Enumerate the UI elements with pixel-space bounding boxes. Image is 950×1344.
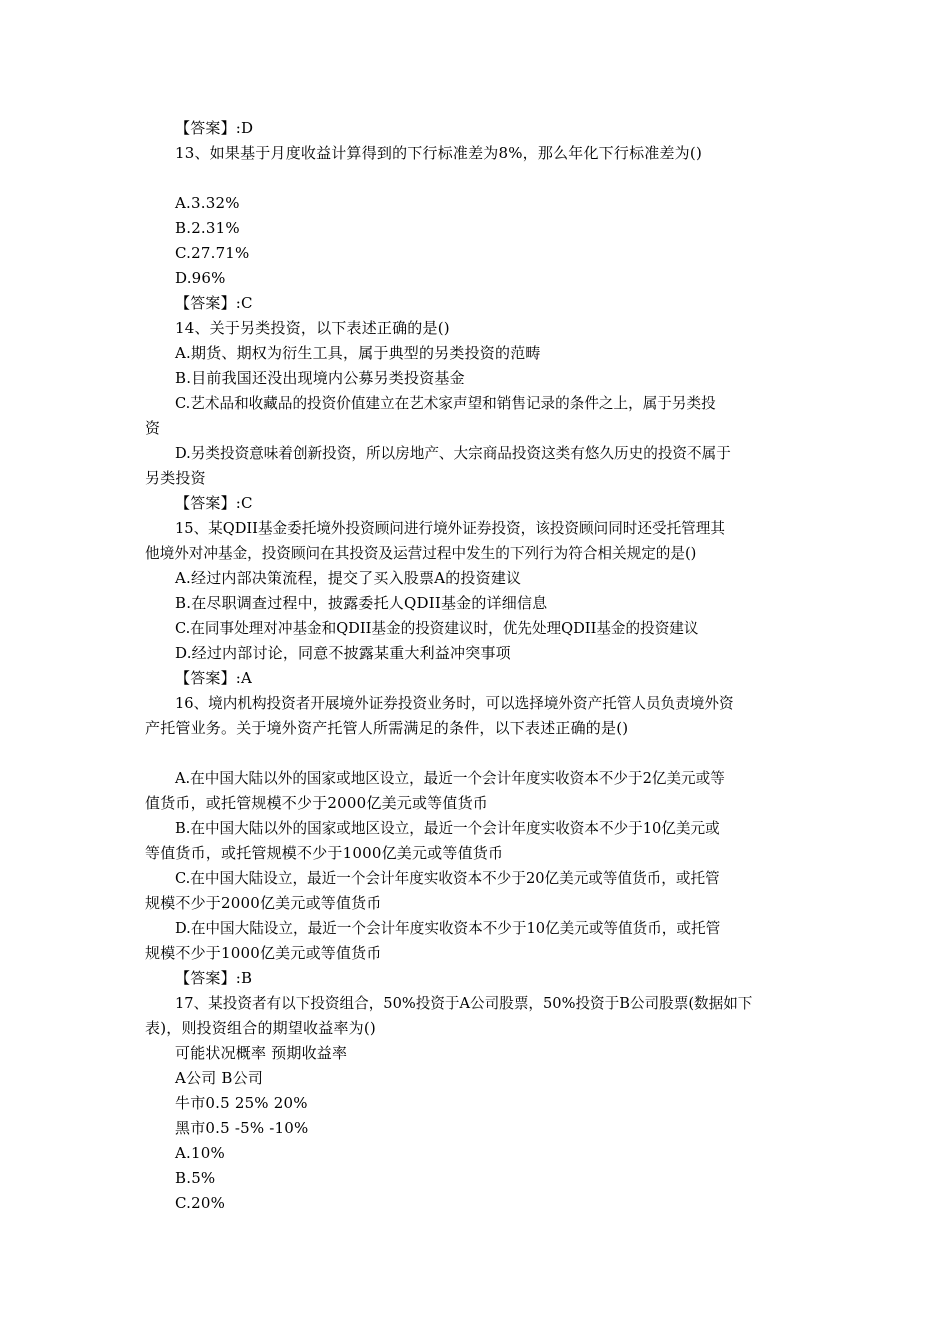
q13-answer: 【答案】:C: [175, 294, 253, 312]
q16-answer: 【答案】:B: [175, 969, 253, 987]
q16-option-a-line1: A.在中国大陆以外的国家或地区设立，最近一个会计年度实收资本不少于2亿美元或等: [175, 770, 725, 787]
q17-option-a: A.10%: [175, 1144, 225, 1162]
q17-stem-line1: 17、某投资者有以下投资组合，50%投资于A公司股票，50%投资于B公司股票(数据如下: [175, 995, 753, 1012]
q15-option-c: C.在同事处理对冲基金和QDII基金的投资建议时，优先处理QDII基金的投资建议: [175, 620, 699, 637]
q15-option-a: A.经过内部决策流程，提交了买入股票A的投资建议: [175, 569, 522, 587]
q13-stem: 13、如果基于月度收益计算得到的下行标准差为8%，那么年化下行标准差为(): [175, 144, 702, 162]
q13-option-c: C.27.71%: [175, 244, 250, 262]
q14-option-a: A.期货、期权为衍生工具，属于典型的另类投资的范畴: [175, 344, 541, 362]
q14-option-d-line2: 另类投资: [145, 469, 206, 487]
q14-stem: 14、关于另类投资，以下表述正确的是(): [175, 319, 450, 337]
q15-answer: 【答案】:A: [175, 669, 253, 687]
q17-table-header: 可能状况概率 预期收益率: [175, 1044, 348, 1062]
q16-option-d-line2: 规模不少于1000亿美元或等值货币: [145, 944, 382, 962]
q13-option-d: D.96%: [175, 269, 226, 287]
q14-option-b: B.目前我国还没出现境内公募另类投资基金: [175, 369, 465, 387]
q16-stem-line2: 产托管业务。关于境外资产托管人所需满足的条件，以下表述正确的是(): [145, 719, 629, 737]
q17-table-row-bull: 牛市0.5 25% 20%: [175, 1094, 308, 1112]
q16-option-c-line1: C.在中国大陆设立，最近一个会计年度实收资本不少于20亿美元或等值货币，或托管: [175, 870, 720, 887]
q15-stem-line2: 他境外对冲基金，投资顾问在其投资及运营过程中发生的下列行为符合相关规定的是(): [145, 545, 697, 562]
q15-stem-line1: 15、某QDII基金委托境外投资顾问进行境外证券投资，该投资顾问同时还受托管理其: [175, 520, 725, 537]
q17-stem-line2: 表)，则投资组合的期望收益率为(): [145, 1019, 376, 1037]
q16-option-c-line2: 规模不少于2000亿美元或等值货币: [145, 894, 382, 912]
q14-answer: 【答案】:C: [175, 494, 253, 512]
q13-option-b: B.2.31%: [175, 219, 240, 237]
q13-option-a: A.3.32%: [175, 194, 240, 212]
q15-option-b: B.在尽职调查过程中，披露委托人QDII基金的详细信息: [175, 594, 548, 612]
q16-option-d-line1: D.在中国大陆设立，最近一个会计年度实收资本不少于10亿美元或等值货币，或托管: [175, 920, 721, 937]
q17-option-c: C.20%: [175, 1194, 226, 1212]
q16-option-b-line1: B.在中国大陆以外的国家或地区设立，最近一个会计年度实收资本不少于10亿美元或: [175, 820, 720, 837]
q16-option-b-line2: 等值货币，或托管规模不少于1000亿美元或等值货币: [145, 844, 504, 862]
q12-answer: 【答案】:D: [175, 119, 254, 137]
q17-table-subheader: A公司 B公司: [175, 1069, 264, 1087]
q16-option-a-line2: 值货币，或托管规模不少于2000亿美元或等值货币: [145, 794, 488, 812]
q16-stem-line1: 16、境内机构投资者开展境外证券投资业务时，可以选择境外资产托管人员负责境外资: [175, 695, 734, 712]
q14-option-d-line1: D.另类投资意味着创新投资，所以房地产、大宗商品投资这类有悠久历史的投资不属于: [175, 445, 731, 462]
q14-option-c-line2: 资: [145, 419, 161, 437]
q17-option-b: B.5%: [175, 1169, 216, 1187]
q15-option-d: D.经过内部讨论，同意不披露某重大利益冲突事项: [175, 644, 511, 662]
q14-option-c-line1: C.艺术品和收藏品的投资价值建立在艺术家声望和销售记录的条件之上，属于另类投: [175, 395, 716, 412]
q17-table-row-bear: 黑市0.5 -5% -10%: [175, 1119, 309, 1137]
